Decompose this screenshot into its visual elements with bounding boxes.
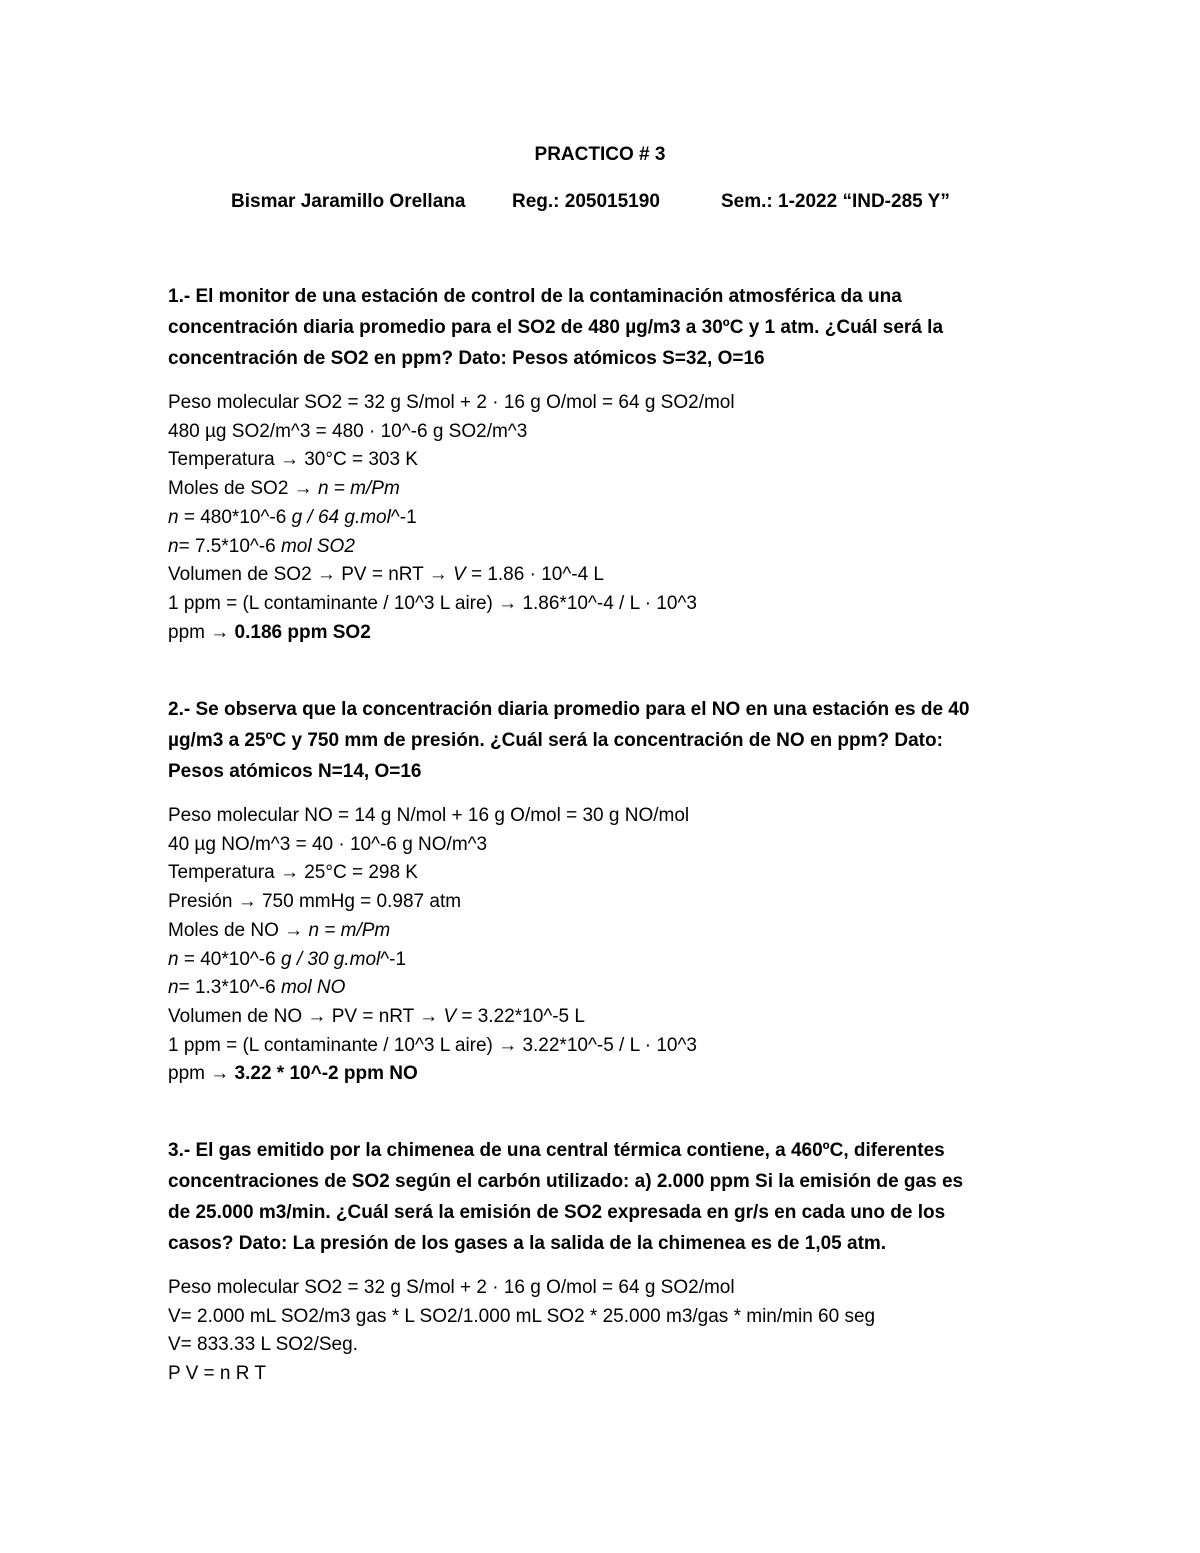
- solution-line: Temperatura → 25°C = 298 K: [168, 862, 418, 884]
- solution-line: P V = n R T: [168, 1363, 267, 1385]
- solution-line: [168, 1003, 1048, 1032]
- question-3-line: de 25.000 m3/min. ¿Cuál será la emisión de SO2 expresada en gr/s en cada uno de los: [168, 1202, 946, 1223]
- solution-line: 480 µg SO2/m^3 = 480 · 10^-6 g SO2/m^3: [168, 420, 528, 442]
- question-2-line: Pesos atómicos N=14, O=16: [168, 761, 422, 782]
- formula-run: n = m/Pm: [317, 478, 400, 500]
- text-run: = 1.3*10^-6: [178, 977, 281, 999]
- answer-2: 3.22 * 10^-2 ppm NO: [234, 1063, 418, 1085]
- formula-run: n: [168, 506, 179, 528]
- question-3-line: 3.- El gas emitido por la chimenea de una central térmica contiene, a 460ºC, diferentes: [168, 1140, 945, 1161]
- solution-1: [168, 389, 1048, 647]
- question-3-line: casos? Dato: La presión de los gases a la salida de la chimenea es de 1,05 atm.: [168, 1233, 887, 1254]
- student-name: Bismar Jaramillo Orellana: [231, 191, 466, 212]
- text-run: = 40*10^-6: [178, 948, 281, 970]
- semester-label: Sem.: 1-2022 “IND-285 Y”: [721, 191, 950, 212]
- question-1-line: 1.- El monitor de una estación de control de la contaminación atmosférica da una: [168, 286, 902, 307]
- solution-3: [168, 1274, 1048, 1389]
- text-run: = 1.86 · 10^-4 L: [465, 564, 604, 586]
- question-1-line: concentración de SO2 en ppm? Dato: Pesos atómicos S=32, O=16: [168, 348, 765, 369]
- solution-line: Peso molecular SO2 = 32 g S/mol + 2 · 16 g O/mol = 64 g SO2/mol: [168, 1277, 735, 1298]
- question-2-line: µg/m3 a 25ºC y 750 mm de presión. ¿Cuál será la concentración de NO en ppm? Dato:: [168, 730, 943, 751]
- solution-line: [168, 974, 1048, 1003]
- formula-run: n: [168, 948, 179, 970]
- solution-line: [168, 504, 1048, 533]
- solution-line: [168, 533, 1048, 562]
- solution-line: [168, 917, 1048, 946]
- question-1-line: concentración diaria promedio para el SO2 de 480 µg/m3 a 30ºC y 1 atm. ¿Cuál será la: [168, 317, 944, 338]
- solution-2: [168, 802, 1048, 1089]
- solution-line: V= 2.000 mL SO2/m3 gas * L SO2/1.000 mL SO2 * 25.000 m3/gas * min/min 60 seg: [168, 1305, 876, 1327]
- answer-1: 0.186 ppm SO2: [234, 621, 371, 643]
- formula-run: g / 30 g.mol: [280, 948, 381, 970]
- text-run: Moles de NO →: [168, 919, 309, 941]
- formula-run: V: [452, 564, 466, 586]
- formula-run: n: [168, 535, 179, 557]
- solution-line: 1 ppm = (L contaminante / 10^3 L aire) → 1.86*10^-4 / L · 10^3: [168, 592, 697, 614]
- solution-line: [168, 1060, 1048, 1089]
- text-run: = 7.5*10^-6: [178, 535, 281, 557]
- question-3: [168, 1135, 1048, 1259]
- solution-line: Peso molecular SO2 = 32 g S/mol + 2 · 16 g O/mol = 64 g SO2/mol: [168, 392, 735, 413]
- solution-line: V= 833.33 L SO2/Seg.: [168, 1334, 358, 1356]
- formula-run: n: [168, 977, 179, 999]
- document-title: PRACTICO # 3: [534, 144, 666, 165]
- text-run: ppm →: [168, 1063, 235, 1085]
- solution-line: 1 ppm = (L contaminante / 10^3 L aire) → 3.22*10^-5 / L · 10^3: [168, 1034, 697, 1056]
- formula-run: mol SO2: [280, 535, 355, 557]
- question-1: [168, 281, 1048, 374]
- solution-line: Presión → 750 mmHg = 0.987 atm: [168, 891, 462, 913]
- text-run: Volumen de NO → PV = nRT →: [168, 1005, 444, 1027]
- solution-line: [168, 946, 1048, 975]
- text-run: Volumen de SO2 → PV = nRT →: [168, 564, 453, 586]
- solution-line: [168, 619, 1048, 648]
- text-run: Moles de SO2 →: [168, 478, 318, 500]
- student-registration: Reg.: 205015190: [512, 191, 660, 212]
- formula-run: g / 64 g.mol: [291, 506, 391, 528]
- question-2-line: 2.- Se observa que la concentración diaria promedio para el NO en una estación es de 40: [168, 699, 970, 720]
- question-3-line: concentraciones de SO2 según el carbón utilizado: a) 2.000 ppm Si la emisión de gas es: [168, 1171, 964, 1192]
- text-run: ^-1: [390, 506, 417, 528]
- text-run: ppm →: [168, 621, 235, 643]
- text-run: = 3.22*10^-5 L: [456, 1005, 585, 1027]
- text-run: = 480*10^-6: [178, 506, 292, 528]
- formula-run: V: [443, 1005, 457, 1027]
- text-run: ^-1: [380, 948, 407, 970]
- solution-line: Peso molecular NO = 14 g N/mol + 16 g O/mol = 30 g NO/mol: [168, 805, 690, 826]
- solution-line: [168, 475, 1048, 504]
- solution-line: [168, 561, 1048, 590]
- formula-run: n = m/Pm: [308, 919, 391, 941]
- question-2: [168, 694, 1048, 787]
- solution-line: Temperatura → 30°C = 303 K: [168, 449, 418, 471]
- formula-run: mol NO: [280, 977, 346, 999]
- solution-line: 40 µg NO/m^3 = 40 · 10^-6 g NO/m^3: [168, 833, 488, 855]
